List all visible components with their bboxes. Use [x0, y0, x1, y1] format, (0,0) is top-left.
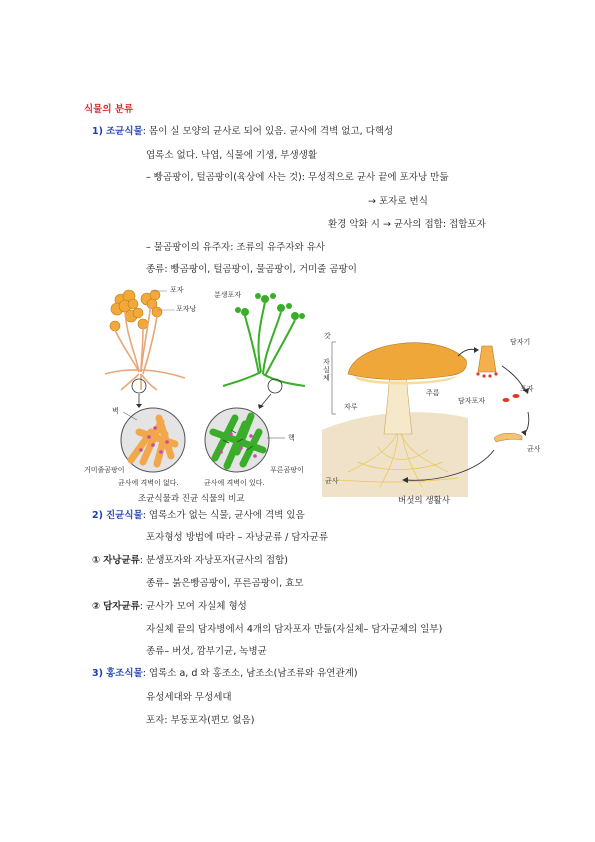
label-basidium: 담자기	[510, 338, 531, 346]
sub2-heading: 담자균류	[103, 601, 140, 612]
label-left-mold: 거미줄곰팡이	[84, 466, 125, 474]
sub2-line-2: 종류– 버섯, 깜부기균, 녹병균	[146, 646, 267, 657]
section-1-title	[92, 126, 393, 138]
figure-1-caption: 조균식물과 진균 식물의 비교	[138, 494, 245, 504]
section-2-title	[92, 510, 305, 522]
section-1-number: 1)	[92, 126, 103, 137]
subsection-ascomycota	[92, 555, 288, 567]
label-right-mold-note: 균사에 격벽이 있다.	[204, 479, 265, 487]
s3-line-1: 유성세대와 무성세대	[146, 692, 232, 703]
sub1-desc: : 분생포자와 자낭포자(균사의 접합)	[139, 555, 288, 566]
section-2-desc: : 엽록소가 없는 식물, 균사에 격벽 있음	[142, 510, 305, 521]
label-nucleus: 핵	[288, 434, 295, 442]
sub2-desc: : 균사가 모여 자실체 형성	[139, 601, 247, 612]
section-1-desc: : 몸이 실 모양의 균사로 되어 있음. 균사에 격벽 없고, 다핵성	[142, 126, 394, 137]
sub2-number: ②	[92, 601, 101, 612]
s2-line-1: 포자형성 방법에 따라 – 자낭균류 / 담자균류	[146, 532, 329, 543]
label-left-mold-note: 균사에 격벽이 없다.	[118, 479, 179, 487]
label-hypha-left: 균사	[325, 477, 339, 485]
label-wall: 벽	[112, 407, 119, 415]
section-3-number: 3)	[92, 668, 103, 679]
label-spore: 포자	[520, 385, 534, 393]
section-2-heading: 진균식물	[105, 510, 143, 521]
label-hypha-right: 균사	[527, 445, 541, 453]
s1-line-5: – 물곰팡이의 유주자: 조류의 유주자와 유사	[146, 242, 326, 253]
section-3-heading: 홍조식물	[105, 668, 143, 679]
s1-line-4: 환경 악화 시 → 균사의 접합: 접합포자	[328, 219, 486, 230]
subsection-basidiomycota	[92, 601, 247, 613]
label-gills: 주름	[426, 389, 440, 397]
label-mushroom-cap: 갓	[324, 332, 331, 340]
section-2-number: 2)	[92, 510, 103, 521]
page-heading: 식물의 분류	[84, 104, 134, 115]
label-conidia: 분생포자	[214, 291, 242, 299]
label-right-mold: 푸른곰팡이	[270, 466, 304, 474]
label-sporangium: 포자낭	[176, 305, 197, 313]
label-fruiting-body: 자실체	[323, 358, 330, 382]
sub1-number: ①	[92, 555, 101, 566]
label-spores: 포자	[170, 286, 184, 294]
s1-line-2: – 빵곰팡이, 털곰팡이(육상에 사는 것): 무성적으로 균사 끝에 포자낭 만듦	[146, 172, 449, 183]
sub1-line-1: 종류– 붉은빵곰팡이, 푸른곰팡이, 효모	[146, 578, 304, 589]
s1-line-1: 엽록소 없다. 낙엽, 식물에 기생, 부생생활	[146, 150, 317, 161]
s3-line-2: 포자: 부동포자(편모 없음)	[146, 715, 255, 726]
sub1-heading: 자낭균류	[103, 555, 140, 566]
figure-2-caption: 버섯의 생활사	[398, 496, 450, 506]
mold-comparison-figure	[95, 282, 310, 492]
sub2-line-1: 자실체 끝의 담자병에서 4개의 담자포자 만듦(자실체– 담자균체의 일부)	[146, 624, 443, 635]
section-1-heading: 조균식물	[105, 126, 143, 137]
label-basidiospore: 담자포자	[458, 397, 486, 405]
section-3-title	[92, 668, 358, 680]
section-3-desc: : 엽록소 a, d 와 홍조소, 남조소(남조류와 유연관계)	[142, 668, 358, 679]
label-stalk: 자루	[344, 403, 358, 411]
s1-line-3: → 포자로 번식	[368, 196, 428, 207]
s1-line-6: 종류: 빵곰팡이, 털곰팡이, 물곰팡이, 거미줄 곰팡이	[146, 264, 357, 275]
